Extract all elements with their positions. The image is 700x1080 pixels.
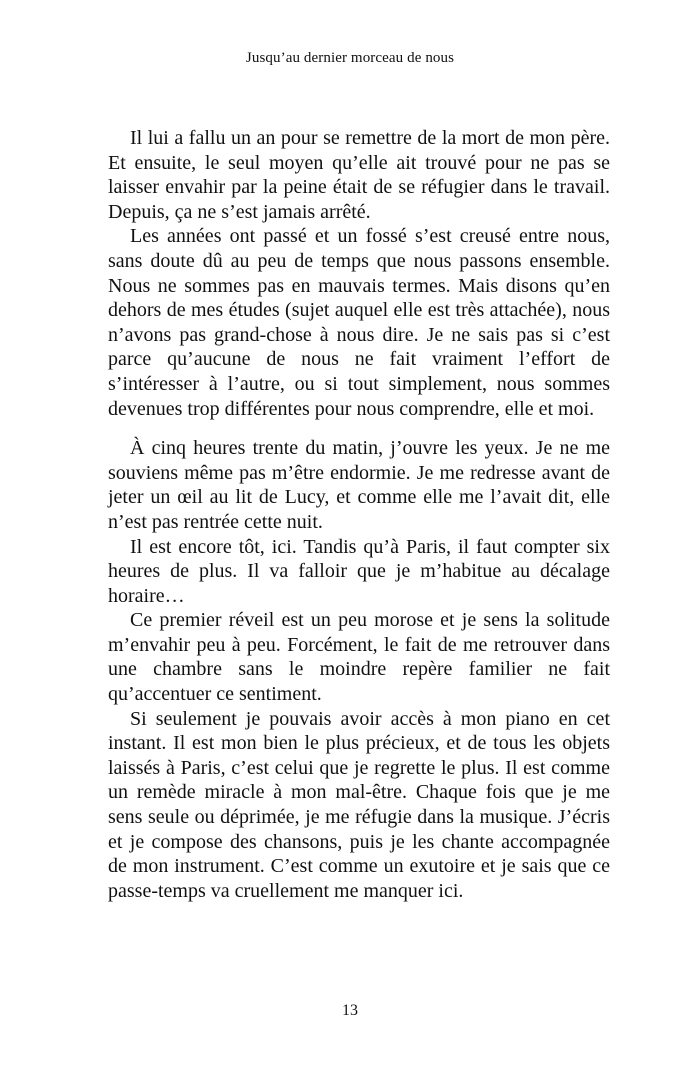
paragraph: Il lui a fallu un an pour se remettre de la mort de mon père. Et ensuite, le seul moyen qu’elle ait trouvé pour ne pas se laisser envahir par la peine était de se réfugier dans le travail. Depuis, ça ne s’est jamais arrêté.	[108, 127, 610, 223]
page-number: 13	[342, 1002, 358, 1019]
paragraph: Les années ont passé et un fossé s’est creusé entre nous, sans doute dû au peu de temps que nous passons ensemble. Nous ne sommes pas en mauvais termes. Mais disons qu’en dehors de mes études (sujet auquel elle est très attachée), nous n’avons pas grand-chose à nous dire. Je ne sais pas si c’est parce qu’aucune de nous ne fait vraiment l’effort de s’intéresser à l’autre, ou si tout simplement, nous sommes devenues trop différentes pour nous comprendre, elle et moi.	[108, 225, 610, 420]
paragraph: À cinq heures trente du matin, j’ouvre les yeux. Je ne me souviens même pas m’être endormie. Je me redresse avant de jeter un œil au lit de Lucy, et comme elle me l’avait dit, elle n’est pas rentrée cette nuit.	[108, 437, 610, 533]
page-body	[108, 126, 610, 903]
paragraph: Si seulement je pouvais avoir accès à mon piano en cet instant. Il est mon bien le plus précieux, et de tous les objets laissés à Paris, c’est celui que je regrette le plus. Il est comme un remède miracle à mon mal-être. Chaque fois que je me sens seule ou déprimée, je me réfugie dans la musique. J’écris et je compose des chansons, puis je les chante accompagnée de mon instrument. C’est comme un exutoire et je sais que ce passe-temps va cruellement me manquer ici.	[108, 707, 610, 902]
paragraph: Ce premier réveil est un peu morose et je sens la solitude m’envahir peu à peu. Forcément, le fait de me retrouver dans une chambre sans le moindre repère familier ne fait qu’accentuer ce sentiment.	[108, 609, 610, 706]
paragraph: Il est encore tôt, ici. Tandis qu’à Paris, il faut compter six heures de plus. Il va falloir que je m’habitue au décalage horaire…	[108, 535, 610, 607]
running-head-title: Jusqu’au dernier morceau de nous	[245, 50, 455, 66]
